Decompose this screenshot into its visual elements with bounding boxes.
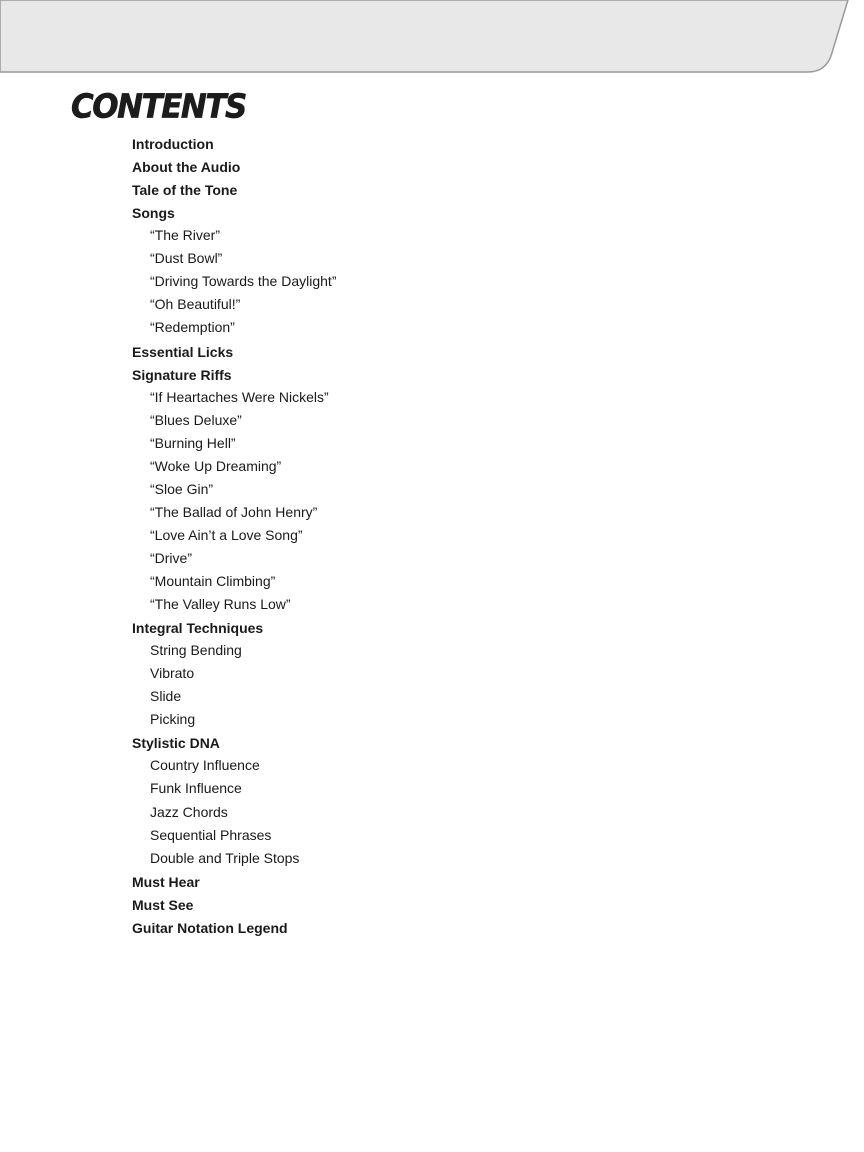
toc-entry <box>0 872 520 892</box>
toc-entry <box>0 548 520 568</box>
toc-entry <box>0 271 520 291</box>
toc-entry <box>0 342 520 362</box>
page-title: CONTENTS <box>71 88 246 126</box>
toc-entry <box>0 594 520 614</box>
toc-entry <box>0 802 520 822</box>
toc-subsection-title: Country Influence <box>150 757 260 774</box>
toc-subsection-title: Slide <box>150 688 182 705</box>
toc-entry <box>0 618 520 638</box>
toc-subsection-title: “Drive” <box>150 549 192 566</box>
toc-section-title: Tale of the Tone <box>132 182 238 199</box>
toc-section-title: Songs <box>132 205 175 222</box>
toc-section-title: Essential Licks <box>132 343 234 360</box>
toc-entry <box>0 848 520 868</box>
toc-subsection-title: Sequential Phrases <box>150 826 272 843</box>
toc-subsection-title: “The Valley Runs Low” <box>150 596 291 612</box>
toc-section-title: Must See <box>132 896 194 913</box>
toc-entry <box>0 387 520 407</box>
toc-entry <box>0 733 520 753</box>
toc-section-title: Must Hear <box>132 873 200 890</box>
toc-entry <box>0 640 520 660</box>
toc-entry <box>0 709 520 729</box>
toc-entry <box>0 433 520 453</box>
toc-subsection-title: “The River” <box>150 227 221 244</box>
toc-entry <box>0 157 520 177</box>
toc-subsection-title: “Sloe Gin” <box>150 480 214 497</box>
toc-subsection-title: Double and Triple Stops <box>150 849 300 866</box>
toc-entry <box>0 918 520 938</box>
toc-subsection-title: “The Ballad of John Henry” <box>150 503 318 520</box>
toc-subsection-title: “Blues Deluxe” <box>150 411 242 428</box>
toc-entry <box>0 663 520 683</box>
toc-entry <box>0 180 520 200</box>
toc-subsection-title: “Love Ain’t a Love Song” <box>150 526 303 543</box>
toc-entry <box>0 755 520 775</box>
toc-entry <box>0 686 520 706</box>
toc-entry <box>0 410 520 430</box>
toc-subsection-title: “Burning Hell” <box>150 434 236 451</box>
toc-section-title: Guitar Notation Legend <box>132 919 288 936</box>
toc-entry <box>0 825 520 845</box>
toc-entry <box>0 317 520 337</box>
toc-entry <box>0 571 520 591</box>
toc-subsection-title: “Mountain Climbing” <box>150 573 276 589</box>
toc-subsection-title: “Redemption” <box>150 319 235 336</box>
toc-entry <box>0 479 520 499</box>
toc-subsection-title: Jazz Chords <box>150 803 228 820</box>
toc-subsection-title: “Dust Bowl” <box>150 250 223 267</box>
toc-subsection-title: “If Heartaches Were Nickels” <box>150 388 329 405</box>
toc-entry <box>0 456 520 476</box>
toc-entry <box>0 203 520 223</box>
toc-subsection-title: “Driving Towards the Daylight” <box>150 273 337 290</box>
toc-subsection-title: “Oh Beautiful!” <box>150 296 241 313</box>
toc-entry <box>0 225 520 245</box>
toc-subsection-title: “Woke Up Dreaming” <box>150 457 282 474</box>
toc-entry <box>0 895 520 915</box>
toc-section-title: Stylistic DNA <box>132 735 220 752</box>
toc-entry <box>0 502 520 522</box>
toc-section-title: About the Audio <box>132 159 241 176</box>
toc-subsection-title: String Bending <box>150 642 242 659</box>
toc-entry <box>0 134 520 154</box>
toc-entry <box>0 525 520 545</box>
toc-section-title: Integral Techniques <box>132 620 264 636</box>
toc-subsection-title: Funk Influence <box>150 780 242 797</box>
toc-entry <box>0 778 520 798</box>
toc-subsection-title: Vibrato <box>150 665 195 682</box>
toc-entry <box>0 248 520 268</box>
toc-subsection-title: Picking <box>150 711 196 728</box>
toc-entry <box>0 365 520 385</box>
toc-entry <box>0 294 520 314</box>
toc-section-title: Introduction <box>132 136 214 152</box>
toc-section-title: Signature Riffs <box>132 366 232 383</box>
